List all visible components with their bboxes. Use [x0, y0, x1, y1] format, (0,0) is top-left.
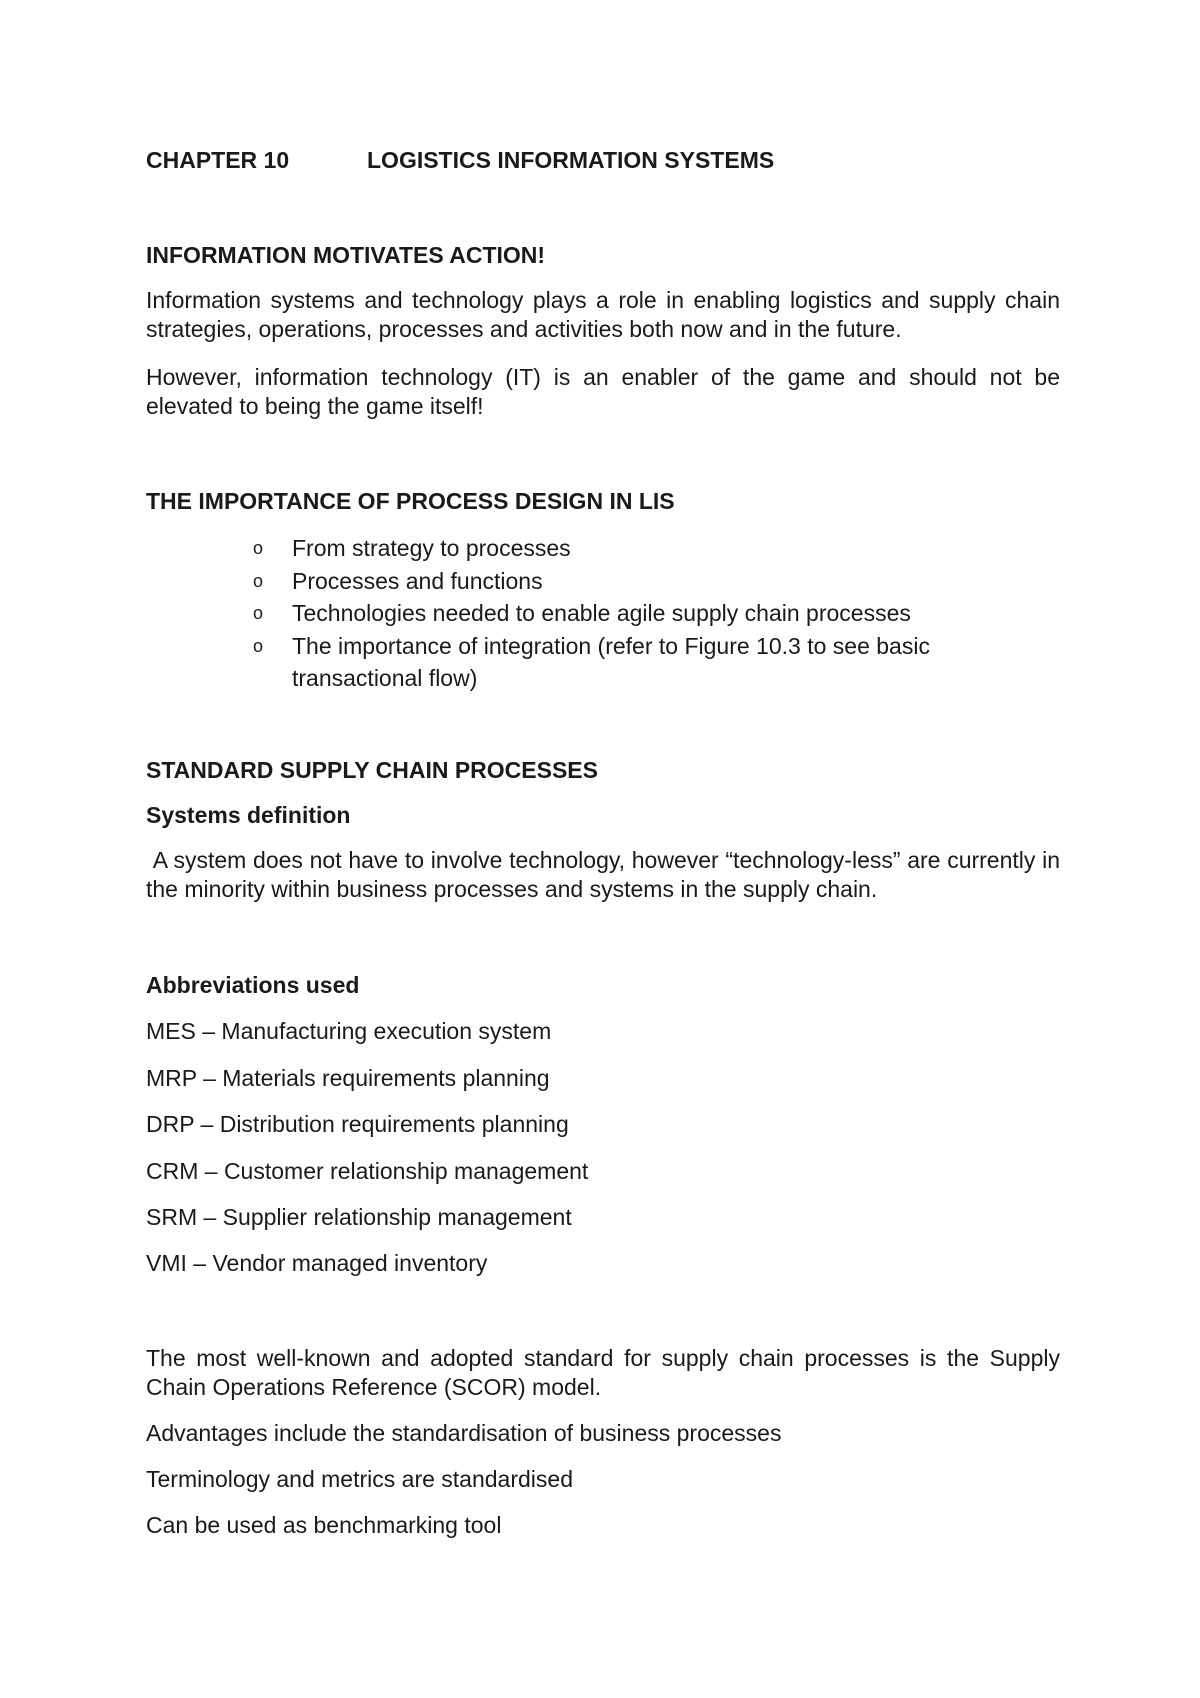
scor-advantage-line: Advantages include the standardisation of business processes: [146, 1420, 782, 1446]
list-item: [253, 597, 992, 630]
bullet-marker: o: [253, 538, 264, 558]
paragraph-systems-definition: A system does not have to involve technology, however “technology-less” are currently in the minority within business processes and systems in the supply chain.: [146, 847, 1067, 902]
process-design-bullet-list: [253, 532, 992, 695]
chapter-number: CHAPTER 10: [146, 147, 290, 173]
abbreviation-mes: MES – Manufacturing execution system: [146, 1018, 552, 1044]
scor-benchmarking-line: Can be used as benchmarking tool: [146, 1512, 502, 1538]
abbreviation-crm: CRM – Customer relationship management: [146, 1158, 589, 1184]
section-heading-information-motivates-action: INFORMATION MOTIVATES ACTION!: [146, 242, 546, 268]
list-item-text: The importance of integration (refer to Figure 10.3 to see basic transactional flow): [292, 632, 930, 691]
list-item: [253, 532, 992, 565]
list-item-text: From strategy to processes: [292, 535, 571, 561]
section-heading-process-design: THE IMPORTANCE OF PROCESS DESIGN IN LIS: [146, 488, 675, 514]
chapter-title: LOGISTICS INFORMATION SYSTEMS: [367, 147, 775, 173]
scor-terminology-line: Terminology and metrics are standardised: [146, 1466, 573, 1492]
list-item: [253, 565, 992, 598]
list-item: [253, 630, 932, 695]
list-item-text: Processes and functions: [292, 567, 543, 594]
bullet-marker: o: [253, 570, 264, 591]
abbreviation-drp: DRP – Distribution requirements planning: [146, 1111, 569, 1137]
paragraph-information-systems: Information systems and technology plays a role in enabling logistics and supply chain strategies, operations, processes and activities both now and in the future.: [146, 287, 1060, 342]
abbreviation-mrp: MRP – Materials requirements planning: [146, 1065, 550, 1091]
abbreviation-srm: SRM – Supplier relationship management: [146, 1204, 572, 1230]
bullet-marker: o: [253, 603, 264, 623]
bullet-marker: o: [253, 635, 264, 656]
list-item-text: Technologies needed to enable agile supply chain processes: [292, 600, 911, 626]
subheading-systems-definition: Systems definition: [146, 802, 351, 828]
section-heading-standard-supply-chain: STANDARD SUPPLY CHAIN PROCESSES: [146, 757, 598, 783]
subheading-abbreviations: Abbreviations used: [146, 972, 360, 998]
paragraph-it-enabler: However, information technology (IT) is an enabler of the game and should not be elevated to being the game itself!: [146, 364, 1060, 419]
abbreviation-vmi: VMI – Vendor managed inventory: [146, 1250, 488, 1276]
paragraph-scor-model: The most well-known and adopted standard for supply chain processes is the Supply Chain Operations Reference (SCOR) model.: [146, 1345, 1060, 1400]
